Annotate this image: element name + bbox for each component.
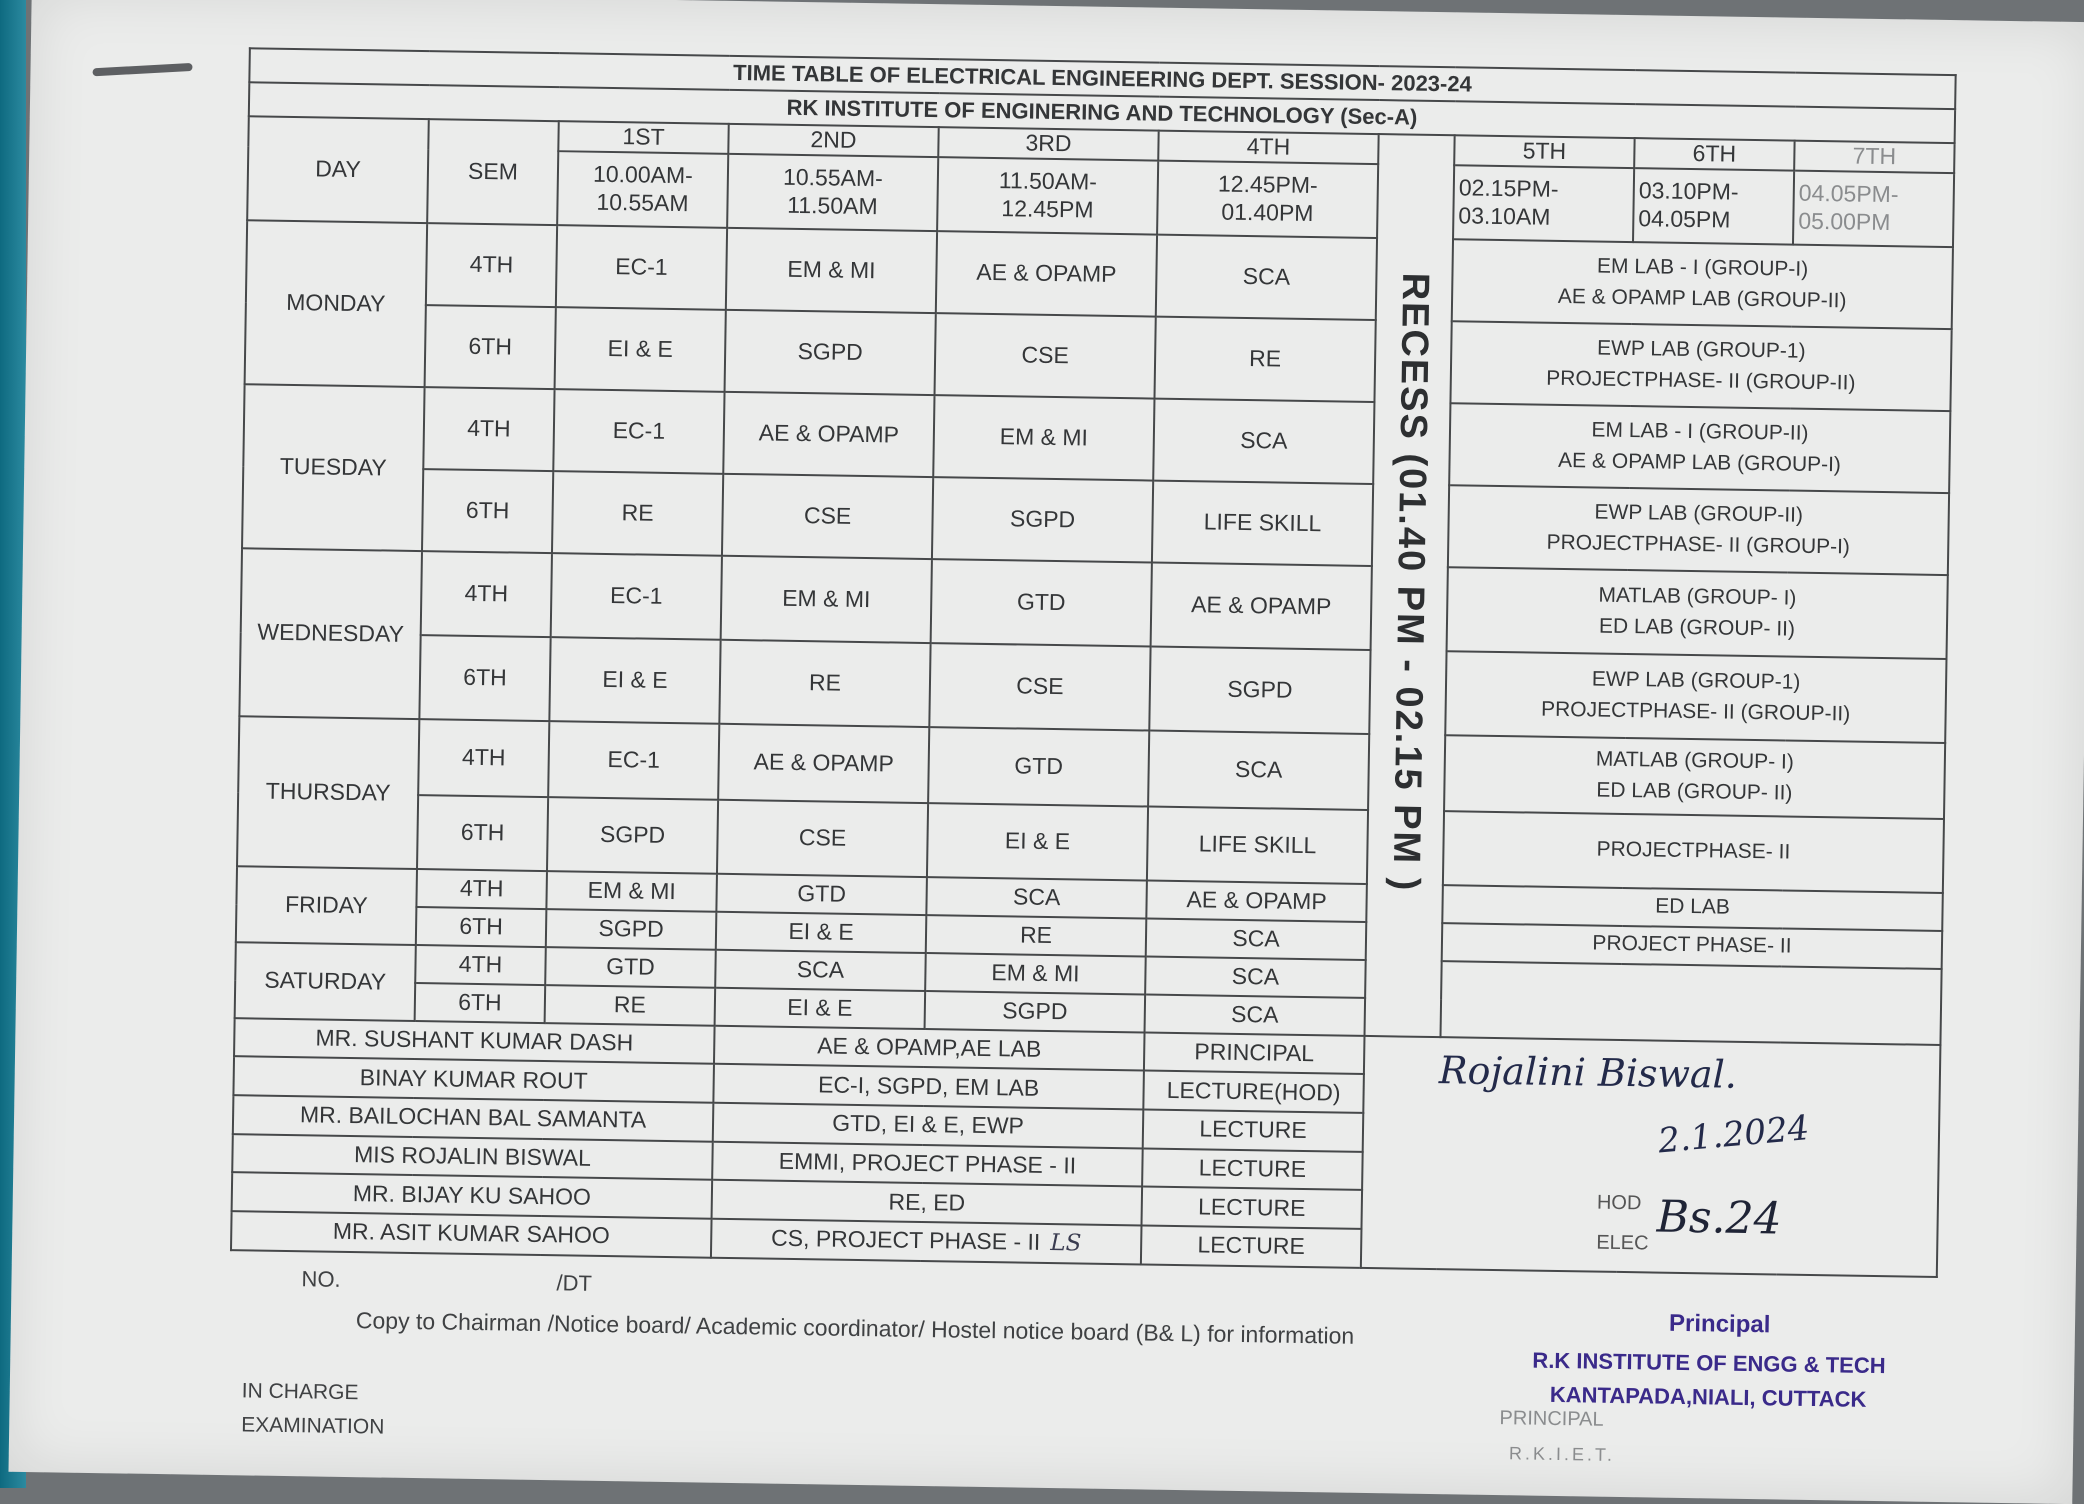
period-1-time: 10.00AM- 10.55AM	[557, 151, 728, 228]
subject-cell: EM & MI	[546, 871, 717, 912]
subject-cell: SCA	[1148, 730, 1369, 809]
signature-area	[1361, 1036, 1941, 1277]
lab-cell: EWP LAB (GROUP-1) PROJECTPHASE- II (GROUP-II)	[1445, 651, 1946, 743]
faculty-name: BINAY KUMAR ROUT	[233, 1056, 714, 1102]
sem-cell: 6TH	[416, 907, 547, 947]
subject-cell: CSE	[935, 313, 1156, 398]
subject-cell: RE	[926, 915, 1147, 956]
subject-cell: CSE	[717, 799, 928, 876]
subject-cell: LIFE SKILL	[1147, 806, 1368, 883]
sem-cell: 4TH	[423, 387, 554, 471]
faculty-subjects: EMMI, PROJECT PHASE - II	[712, 1141, 1143, 1186]
subject-cell: SGPD	[546, 909, 717, 950]
lab-cell-empty	[1440, 961, 1941, 1045]
footer-principal-small: PRINCIPAL	[1499, 1407, 1604, 1431]
subject-cell: EI & E	[715, 987, 926, 1028]
sem-cell: 4TH	[421, 551, 552, 637]
subject-cell: RE	[719, 639, 930, 726]
lab-cell: PROJECT PHASE- II	[1442, 923, 1943, 969]
staple-mark	[92, 63, 192, 76]
subject-cell: EM & MI	[933, 395, 1154, 480]
recess-label: RECESS (01.40 PM - 02.15 PM )	[1384, 271, 1437, 893]
footer-copy-line: Copy to Chairman /Notice board/ Academic coordinator/ Hostel notice board (B& L) for information	[355, 1307, 1355, 1349]
sem-header: SEM	[427, 119, 559, 225]
footer-incharge: IN CHARGE	[241, 1379, 359, 1405]
subject-cell: EI & E	[549, 637, 720, 724]
subject-cell: EC-1	[548, 721, 719, 800]
sem-cell: 4TH	[418, 719, 549, 797]
institute-name: RK INSTITUTE OF ENGINERING AND TECHNOLOGY (Sec-A)	[249, 82, 1955, 143]
lab-cell: MATLAB (GROUP- I) ED LAB (GROUP- II)	[1444, 735, 1945, 819]
subject-cell: AE & OPAMP	[718, 723, 929, 802]
period-2-header: 2ND	[728, 124, 938, 157]
stamp-title: Principal	[1668, 1309, 1771, 1339]
period-7-header: 7TH	[1794, 141, 1954, 173]
subject-cell: EI & E	[716, 911, 927, 952]
subject-cell: EC-1	[553, 389, 724, 474]
elec-label: ELEC	[1596, 1231, 1649, 1255]
lab-cell: PROJECTPHASE- II	[1443, 811, 1944, 893]
lab-cell: EM LAB - I (GROUP-I) AE & OPAMP LAB (GROUP-II)	[1452, 239, 1953, 329]
day-monday: MONDAY	[245, 220, 428, 387]
faculty-designation: LECTURE	[1142, 1148, 1363, 1190]
day-friday: FRIDAY	[236, 866, 417, 945]
page-title: TIME TABLE OF ELECTRICAL ENGINEERING DEPT. SESSION- 2023-24	[249, 48, 1955, 109]
footer-rkiet: R.K.I.E.T.	[1508, 1443, 1616, 1465]
lab-cell: EM LAB - I (GROUP-II) AE & OPAMP LAB (GROUP-I)	[1449, 403, 1950, 493]
faculty-subjects: GTD, EI & E, EWP	[713, 1103, 1144, 1148]
subject-cell: SCA	[1156, 234, 1377, 319]
handwritten-ls-note: LS	[1050, 1229, 1082, 1257]
subject-cell: GTD	[931, 559, 1152, 646]
subject-cell: AE & OPAMP	[936, 231, 1157, 316]
faculty-name: MR. BIJAY KU SAHOO	[232, 1172, 713, 1218]
period-1-header: 1ST	[558, 121, 728, 153]
subject-cell: SGPD	[925, 991, 1146, 1032]
subject-cell: SCA	[926, 877, 1147, 918]
lab-cell: EWP LAB (GROUP-1) PROJECTPHASE- II (GROUP-II)	[1450, 321, 1951, 411]
period-6-header: 6TH	[1634, 138, 1794, 170]
faculty-subjects: RE, ED	[712, 1180, 1143, 1225]
subject-cell: CSE	[929, 643, 1150, 730]
subject-cell: AE & OPAMP	[1146, 880, 1367, 921]
subject-cell: EM & MI	[721, 555, 932, 642]
subject-cell: SCA	[1145, 956, 1366, 997]
subject-cell: SGPD	[725, 309, 936, 394]
faculty-subjects: EC-I, SGPD, EM LAB	[713, 1064, 1144, 1109]
sem-cell: 4TH	[415, 945, 546, 985]
day-header: DAY	[247, 116, 429, 222]
faculty-name: MR. BAILOCHAN BAL SAMANTA	[233, 1095, 714, 1141]
period-4-time: 12.45PM- 01.40PM	[1157, 160, 1378, 237]
handwritten-date: 2.1.2024	[1656, 1107, 1811, 1162]
subject-cell: SGPD	[547, 797, 718, 874]
faculty-designation: PRINCIPAL	[1144, 1032, 1365, 1074]
subject-cell: GTD	[716, 873, 927, 914]
faculty-designation: LECTURE	[1143, 1109, 1364, 1151]
period-2-time: 10.55AM- 11.50AM	[727, 153, 938, 230]
subject-cell: EI & E	[927, 803, 1148, 880]
period-5-time: 02.15PM- 03.10AM	[1453, 165, 1634, 242]
faculty-subjects: CS, PROJECT PHASE - II	[770, 1224, 1041, 1255]
subject-cell: RE	[545, 985, 716, 1026]
hod-label: HOD	[1596, 1191, 1642, 1214]
period-5-header: 5TH	[1454, 135, 1634, 167]
subject-cell: AE & OPAMP	[723, 391, 934, 476]
sem-cell: 6TH	[415, 983, 546, 1023]
subject-cell: AE & OPAMP	[1151, 562, 1372, 649]
subject-cell: EM & MI	[726, 227, 937, 312]
period-7-time: 04.05PM- 05.00PM	[1793, 170, 1954, 247]
day-thursday: THURSDAY	[237, 716, 419, 869]
stamp-line-1: R.K INSTITUTE OF ENGG & TECH	[1532, 1347, 1886, 1379]
subject-cell: SCA	[1145, 994, 1366, 1035]
handwritten-signature: Rojalini Biswal.	[1438, 1047, 1738, 1097]
faculty-designation: LECTURE(HOD)	[1143, 1071, 1364, 1113]
subject-cell: SCA	[1153, 398, 1374, 483]
sem-cell: 6TH	[422, 469, 553, 553]
sem-cell: 4TH	[426, 223, 557, 307]
faculty-name: MR. SUSHANT KUMAR DASH	[234, 1018, 715, 1064]
sem-cell: 6TH	[419, 635, 550, 721]
faculty-subjects-cell	[711, 1219, 1142, 1264]
period-6-time: 03.10PM- 04.05PM	[1633, 168, 1794, 245]
hod-signature: Bs.24	[1656, 1191, 1782, 1245]
footer-dt: /DT	[556, 1270, 593, 1296]
faculty-subjects: AE & OPAMP,AE LAB	[714, 1025, 1145, 1070]
subject-cell: SGPD	[932, 477, 1153, 562]
subject-cell: CSE	[722, 473, 933, 558]
subject-cell: EI & E	[555, 307, 726, 392]
subject-cell: EM & MI	[925, 953, 1146, 994]
day-saturday: SATURDAY	[235, 942, 416, 1021]
period-4-header: 4TH	[1158, 131, 1378, 164]
subject-cell: SCA	[715, 949, 926, 990]
sem-cell: 6TH	[417, 795, 548, 871]
period-3-time: 11.50AM- 12.45PM	[937, 157, 1158, 234]
footer-no: NO.	[301, 1266, 341, 1292]
subject-cell: EC-1	[556, 225, 727, 310]
faculty-name: MR. ASIT KUMAR SAHOO	[231, 1211, 712, 1257]
timetable-document	[8, 0, 2084, 1504]
subject-cell: SGPD	[1149, 646, 1370, 733]
subject-cell: GTD	[545, 947, 716, 988]
footer-examination: EXAMINATION	[241, 1413, 385, 1439]
timetable-grid	[230, 47, 1957, 1277]
subject-cell: EC-1	[551, 553, 722, 640]
sem-cell: 6TH	[425, 305, 556, 389]
faculty-name: MIS ROJALIN BISWAL	[232, 1134, 713, 1180]
subject-cell: RE	[1154, 316, 1375, 401]
sem-cell: 4TH	[416, 869, 547, 909]
subject-cell: RE	[552, 471, 723, 556]
lab-cell: EWP LAB (GROUP-II) PROJECTPHASE- II (GROUP-I)	[1448, 485, 1949, 575]
subject-cell: GTD	[928, 727, 1149, 806]
faculty-designation: LECTURE	[1141, 1187, 1362, 1229]
day-wednesday: WEDNESDAY	[239, 548, 422, 719]
faculty-designation: LECTURE	[1141, 1225, 1362, 1267]
period-3-header: 3RD	[938, 127, 1158, 160]
subject-cell: SCA	[1146, 918, 1367, 959]
recess-column	[1365, 134, 1455, 1037]
stamp-line-2: KANTAPADA,NIALI, CUTTACK	[1549, 1381, 1867, 1412]
lab-cell: MATLAB (GROUP- I) ED LAB (GROUP- II)	[1447, 567, 1948, 659]
lab-cell: ED LAB	[1442, 885, 1943, 931]
subject-cell: LIFE SKILL	[1152, 480, 1373, 565]
day-tuesday: TUESDAY	[242, 384, 425, 551]
